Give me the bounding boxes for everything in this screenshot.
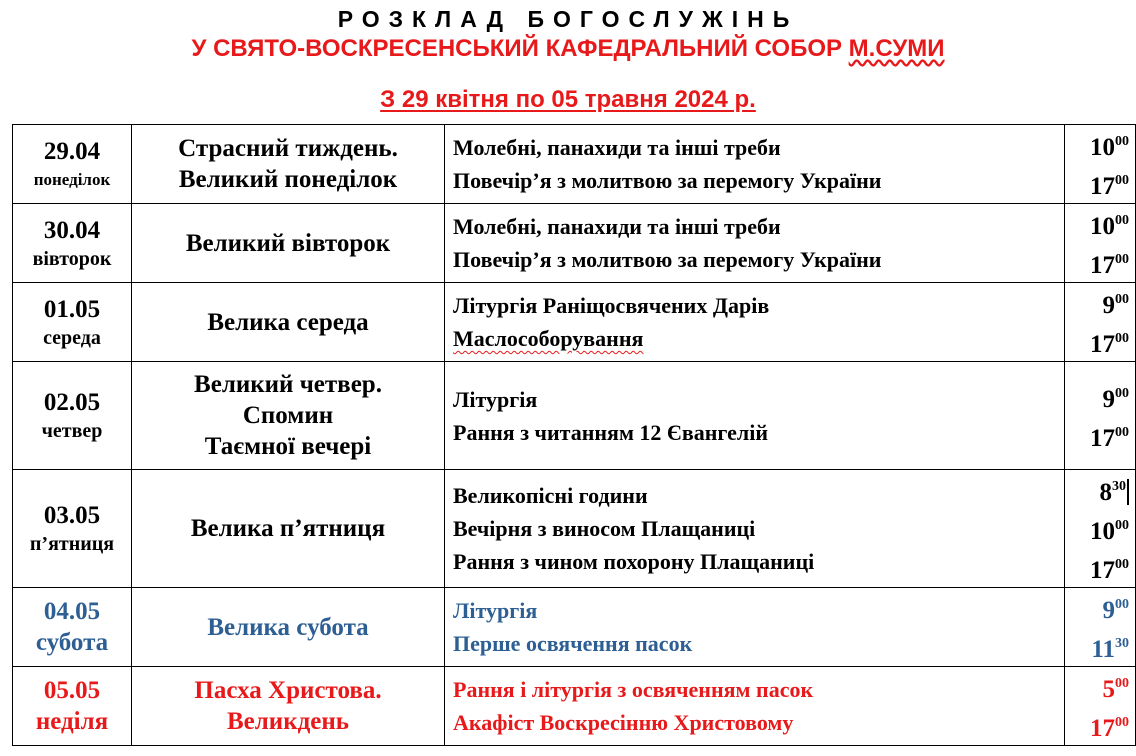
service-text: Маслособорування — [453, 326, 644, 351]
service-time: $8^{30}$ — [1065, 470, 1129, 509]
title-cell — [132, 362, 445, 470]
times-cell — [1065, 470, 1136, 588]
schedule-table — [12, 124, 1136, 746]
table-row — [13, 125, 1136, 204]
service-time: $17^{00}$ — [1090, 424, 1129, 452]
title-line: Велика середа — [207, 308, 369, 336]
service-item: Вечірня з виносом Плащаниці — [453, 516, 756, 541]
service-time: $9^{00}$ — [1102, 597, 1129, 624]
service-item: Великопісні години — [453, 483, 648, 508]
services-cell — [445, 283, 1065, 362]
table-row — [13, 283, 1136, 362]
date: 03.05 — [43, 502, 101, 529]
title-line: Таємної вечері — [204, 433, 372, 460]
weekday: середа — [43, 326, 101, 349]
service-item: Акафіст Воскресінню Христовому — [453, 710, 794, 735]
date-range-heading: З 29 квітня по 05 травня 2024 р. — [380, 86, 756, 113]
service-item: Рання і літургія з освяченням пасок — [453, 677, 814, 702]
service-item: Повечір’я з молитвою за перемогу України — [453, 247, 882, 272]
service-item: Молебні, панахиди та інші треби — [453, 214, 781, 239]
service-item: Рання з чином похорону Плащаниці — [453, 549, 815, 574]
service-item: Літургія Раніщосвячених Дарів — [453, 293, 770, 318]
title-cell — [132, 283, 445, 362]
title-line: Страсний тиждень. — [178, 135, 398, 162]
title-cell — [132, 125, 445, 204]
city-name: М.СУМИ — [848, 35, 945, 62]
table-row — [13, 204, 1136, 283]
date: 04.05 — [43, 598, 101, 625]
service-item: Молебні, панахиди та інші треби — [453, 135, 781, 160]
title-line: Великий вівторок — [185, 229, 391, 257]
service-item: Літургія — [453, 598, 538, 623]
times-cell — [1065, 283, 1136, 362]
date-cell — [13, 470, 132, 588]
date: 01.05 — [43, 295, 101, 323]
table-row — [13, 667, 1136, 746]
weekday: п’ятниця — [29, 533, 115, 555]
date-cell — [13, 283, 132, 362]
services-cell — [445, 470, 1065, 588]
table-row — [13, 470, 1136, 588]
date-cell — [13, 204, 132, 283]
service-time: $5^{00}$ — [1102, 676, 1129, 703]
title-cell — [132, 470, 445, 588]
date-cell — [13, 667, 132, 746]
service-time: $9^{00}$ — [1102, 292, 1129, 319]
title-line: Великий четвер. — [194, 371, 382, 398]
service-item: Перше освячення пасок — [453, 631, 693, 656]
date: 05.05 — [43, 677, 101, 704]
weekday: четвер — [41, 420, 103, 442]
times-cell — [1065, 667, 1136, 746]
service-time: $11^{30}$ — [1091, 636, 1129, 663]
table-row — [13, 362, 1136, 470]
service-item — [453, 322, 1064, 355]
schedule-heading: РОЗКЛАД БОГОСЛУЖІНЬ — [337, 6, 799, 32]
weekday: субота — [35, 629, 109, 656]
service-time: $10^{00}$ — [1090, 213, 1129, 240]
date: 29.04 — [43, 137, 101, 165]
services-cell — [445, 588, 1065, 667]
title-line: Спомин — [242, 402, 334, 429]
service-time: $17^{00}$ — [1090, 557, 1129, 584]
service-time: $17^{00}$ — [1090, 331, 1129, 358]
date-cell — [13, 588, 132, 667]
times-cell — [1065, 125, 1136, 204]
service-time: $17^{00}$ — [1090, 173, 1129, 200]
times-cell — [1065, 362, 1136, 470]
service-item: Літургія — [453, 386, 538, 412]
service-time: $17^{00}$ — [1090, 715, 1129, 742]
service-item: Повечір’я з молитвою за перемогу України — [453, 168, 882, 193]
services-cell — [445, 362, 1065, 470]
date: 30.04 — [43, 216, 101, 244]
service-time: $9^{00}$ — [1102, 385, 1129, 413]
title-line: Великий понеділок — [178, 166, 398, 193]
table-row — [13, 588, 1136, 667]
title-line: Пасха Христова. — [194, 677, 382, 704]
services-cell — [445, 204, 1065, 283]
date-cell — [13, 125, 132, 204]
title-cell — [132, 204, 445, 283]
service-time: $10^{00}$ — [1090, 134, 1129, 161]
title-line: Великдень — [227, 708, 349, 735]
title-line: Велика субота — [207, 613, 369, 641]
date: 02.05 — [43, 389, 101, 416]
date-cell — [13, 362, 132, 470]
weekday: понеділок — [33, 169, 111, 189]
times-cell — [1065, 204, 1136, 283]
cathedral-heading — [0, 35, 1136, 63]
title-line: Велика п’ятниця — [190, 515, 386, 542]
service-time: $17^{00}$ — [1090, 252, 1129, 279]
title-cell — [132, 667, 445, 746]
cathedral-name: У СВЯТО-ВОСКРЕСЕНСЬКИЙ КАФЕДРАЛЬНИЙ СОБОР — [191, 35, 849, 62]
title-cell — [132, 588, 445, 667]
services-cell — [445, 125, 1065, 204]
text-cursor — [1127, 479, 1129, 505]
service-item: Рання з читанням 12 Євангелій — [453, 419, 769, 445]
services-cell — [445, 667, 1065, 746]
times-cell — [1065, 588, 1136, 667]
weekday: неділя — [35, 708, 109, 735]
weekday: вівторок — [32, 247, 112, 270]
service-time: $10^{00}$ — [1090, 518, 1129, 545]
